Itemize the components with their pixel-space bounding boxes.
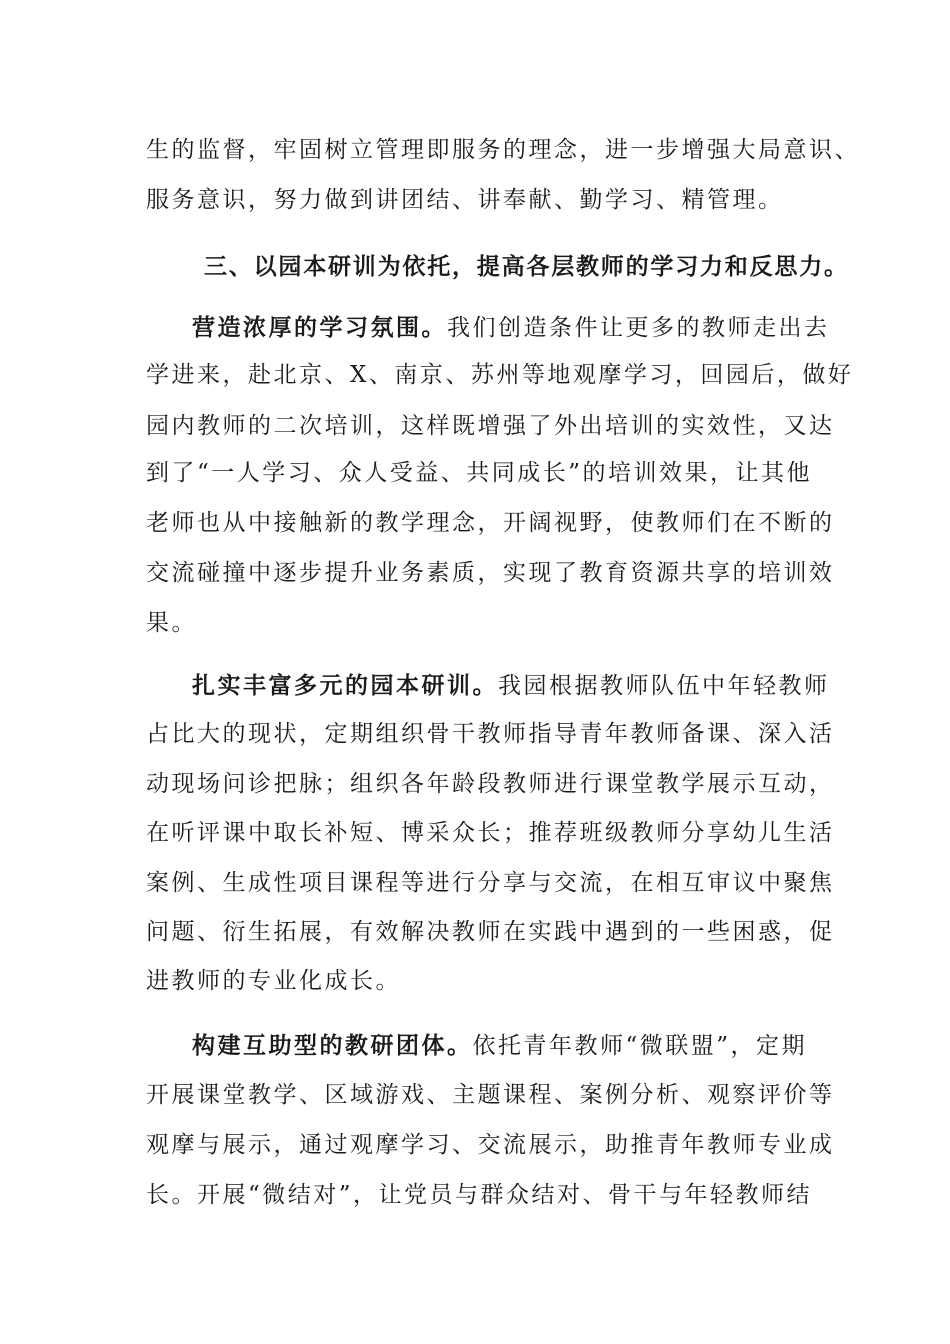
paragraph-2-line: 学进来，赴北京、X、南京、苏州等地观摩学习，回园后，做好	[146, 362, 854, 388]
paragraph-2-first-line-rest: 我们创造条件让更多的教师走出去	[447, 315, 830, 341]
paragraph-4-first-line-rest: 依托青年教师“微联盟”，定期	[472, 1033, 808, 1059]
paragraph-2-line: 老师也从中接触新的教学理念，开阔视野，使教师们在不断的	[146, 510, 835, 536]
paragraph-3-lead: 扎实丰富多元的园本研训。	[192, 672, 498, 699]
paragraph-2-line: 交流碰撞中逐步提升业务素质，实现了教育资源共享的培训效	[146, 560, 835, 586]
paragraph-4-line: 长。开展“微结对”，让党员与群众结对、骨干与年轻教师结	[146, 1182, 813, 1208]
paragraph-4-lead: 构建互助型的教研团体。	[192, 1032, 473, 1059]
paragraph-3-first-line-rest: 我园根据教师队伍中年轻教师	[498, 673, 830, 699]
paragraph-2-line: 园内教师的二次培训，这样既增强了外出培训的实效性，又达	[146, 413, 835, 439]
section-heading: 三、以园本研训为依托，提高各层教师的学习力和反思力。	[204, 253, 849, 280]
paragraph-1-line-1: 生的监督，牢固树立管理即服务的理念，进一步增强大局意识、	[146, 137, 860, 163]
paragraph-4-line: 开展课堂教学、区域游戏、主题课程、案例分析、观察评价等	[146, 1082, 835, 1108]
paragraph-4-line: 观摩与展示，通过观摩学习、交流展示，助推青年教师专业成	[146, 1132, 835, 1158]
paragraph-3-line: 占比大的现状，定期组织骨干教师指导青年教师备课、深入活	[146, 721, 835, 747]
paragraph-3-line: 在听评课中取长补短、博采众长；推荐班级教师分享幼儿生活	[146, 820, 835, 846]
paragraph-3-line: 问题、衍生拓展，有效解决教师在实践中遇到的一些困惑，促	[146, 919, 835, 945]
paragraph-3-line: 动现场问诊把脉；组织各年龄段教师进行课堂教学展示互动，	[146, 771, 835, 797]
paragraph-3-first-line	[192, 671, 830, 701]
paragraph-3-line: 进教师的专业化成长。	[146, 968, 401, 994]
paragraph-3-line: 案例、生成性项目课程等进行分享与交流，在相互审议中聚焦	[146, 870, 835, 896]
paragraph-2-lead: 营造浓厚的学习氛围。	[192, 314, 447, 341]
paragraph-1-line-2: 服务意识，努力做到讲团结、讲奉献、勤学习、精管理。	[146, 187, 784, 213]
paragraph-4-first-line	[192, 1031, 807, 1061]
paragraph-2-line: 果。	[146, 610, 197, 636]
paragraph-2-line: 到了“一人学习、众人受益、共同成长”的培训效果，让其他	[146, 460, 813, 486]
paragraph-2-first-line	[192, 313, 830, 343]
